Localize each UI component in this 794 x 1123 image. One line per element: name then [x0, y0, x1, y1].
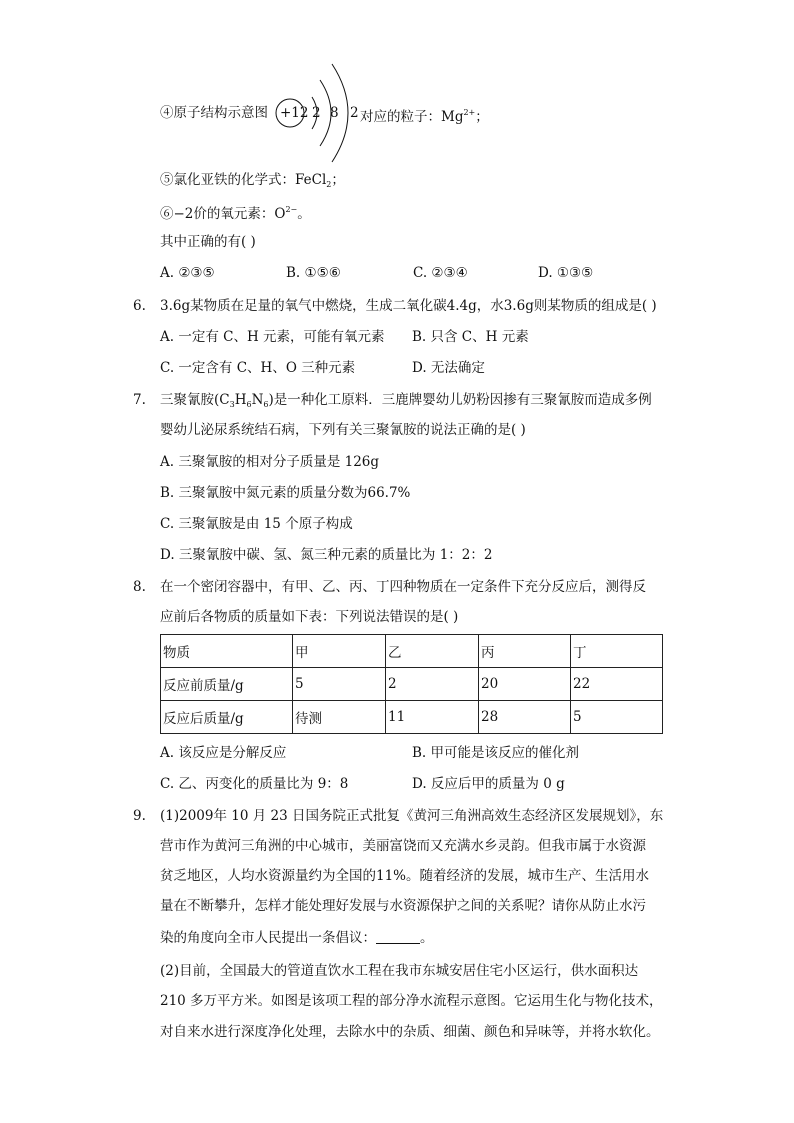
q9-p1-line1: (1)2009年 10 月 23 日国务院正式批复《黄河三角洲高效生态经济区发展规划》，东 [160, 808, 664, 824]
item-4-line [160, 103, 268, 123]
table-cell: 待测 [293, 701, 386, 734]
q9-p1-line5-text: 染的角度向全市人民提出一条倡议： [160, 930, 376, 946]
q6-option-b[interactable]: B. 只含 C、H 元素 [412, 329, 529, 345]
q7-stem-c: N [251, 392, 264, 408]
q7-option-d[interactable]: D. 三聚氰胺中碳、氢、氮三种元素的质量比为 1：2：2 [160, 547, 493, 563]
q7-option-a[interactable]: A. 三聚氰胺的相对分子质量是 126g [160, 454, 380, 470]
table-row [161, 668, 663, 701]
item-5-text: ⑤氯化亚铁的化学式：FeCl [160, 172, 327, 188]
table-cell: 2 [386, 668, 479, 701]
table-header-cell: 丙 [479, 635, 571, 668]
answer-blank[interactable] [376, 929, 420, 944]
q8-mass-table [160, 634, 663, 734]
q7-number: 7. [133, 392, 146, 408]
item-6-line [160, 200, 311, 224]
q8-option-a[interactable]: A. 该反应是分解反应 [160, 745, 287, 761]
item-5-sub: 2 [326, 180, 332, 189]
q7-option-c[interactable]: C. 三聚氰胺是由 15 个原子构成 [160, 516, 353, 532]
table-cell: 22 [571, 668, 663, 701]
q6-stem: 3.6g某物质在足量的氧气中燃烧，生成二氧化碳4.4g，水3.6g则某物质的组成是( ) [160, 298, 657, 314]
q9-p2-line3: 对自来水进行深度净化处理，去除水中的杂质、细菌、颜色和异味等，并将水软化。 [160, 1024, 660, 1040]
q7-stem-line2: 婴幼儿泌尿系统结石病，下列有关三聚氰胺的说法正确的是( ) [160, 422, 526, 438]
q8-stem-line2: 应前后各物质的质量如下表：下列说法错误的是( ) [160, 609, 459, 625]
q5-option-a[interactable]: A. ②③⑤ [160, 265, 215, 281]
q9-p2-line1: (2)目前，全国最大的管道直饮水工程在我市东城安居住宅小区运行，供水面积达 [160, 963, 639, 979]
q5-stem: 其中正确的有( ) [160, 234, 256, 250]
table-cell: 20 [479, 668, 571, 701]
table-header-cell: 丁 [571, 635, 663, 668]
q7-stem-line1 [160, 390, 652, 415]
table-row [161, 701, 663, 734]
shell-count-3: 2 [350, 105, 359, 121]
table-cell: 11 [386, 701, 479, 734]
q9-number: 9. [133, 808, 146, 824]
table-cell: 5 [571, 701, 663, 734]
item-4-suffix-end: ； [475, 109, 489, 125]
q6-option-d[interactable]: D. 无法确定 [412, 360, 485, 376]
q8-option-d[interactable]: D. 反应后甲的质量为 0 g [412, 776, 565, 792]
q5-option-b[interactable]: B. ①⑤⑥ [286, 265, 341, 281]
q9-p1-line5 [160, 928, 434, 948]
q8-number: 8. [133, 579, 146, 595]
q6-option-a[interactable]: A. 一定有 C、H 元素，可能有氧元素 [160, 329, 385, 345]
item-5-end: ； [331, 172, 345, 188]
nucleus-label: +12 [280, 105, 309, 121]
q9-p1-line3: 贫乏地区，人均水资源量约为全国的11%。随着经济的发展，城市生产、生活用水 [160, 868, 650, 884]
q8-option-c[interactable]: C. 乙、丙变化的质量比为 9：8 [160, 776, 349, 792]
item-6-text: ⑥−2价的氧元素：O [160, 206, 286, 222]
q7-sub-3: 6 [263, 400, 269, 409]
q7-sub-2: 6 [246, 400, 252, 409]
item-4-suffix [360, 103, 489, 127]
table-header-cell: 乙 [386, 635, 479, 668]
item-4-suffix-sup: 2+ [463, 108, 476, 117]
item-4-suffix-text: 对应的粒子：Mg [360, 109, 464, 125]
item-6-end: 。 [297, 206, 311, 222]
q9-p1-line2: 营市作为黄河三角洲的中心城市，美丽富饶而又充满水乡灵韵。但我市属于水资源 [160, 838, 646, 854]
q6-number: 6. [133, 298, 146, 314]
table-header-row [161, 635, 663, 668]
item-4-prefix: ④原子结构示意图 [160, 105, 268, 121]
q6-option-c[interactable]: C. 一定含有 C、H、O 三种元素 [160, 360, 356, 376]
q7-option-b[interactable]: B. 三聚氰胺中氮元素的质量分数为66.7% [160, 485, 411, 501]
shell-count-1: 2 [312, 105, 321, 121]
q8-option-b[interactable]: B. 甲可能是该反应的催化剂 [412, 745, 580, 761]
q9-p1-end: 。 [420, 930, 434, 946]
q7-stem-a: 三聚氰胺(C [160, 392, 230, 408]
q7-stem-b: H [234, 392, 247, 408]
q9-p1-line4: 量在不断攀升，怎样才能处理好发展与水资源保护之间的关系呢？请你从防止水污 [160, 898, 646, 914]
table-cell: 28 [479, 701, 571, 734]
table-cell: 反应前质量/g [161, 668, 293, 701]
table-cell: 反应后质量/g [161, 701, 293, 734]
table-header-cell: 甲 [293, 635, 386, 668]
q9-p2-line2: 210 多万平方米。如图是该项工程的部分净水流程示意图。它运用生化与物化技术， [160, 993, 663, 1009]
item-6-sup: 2− [285, 205, 298, 214]
shell-count-2: 8 [330, 105, 339, 121]
q7-sub-1: 3 [229, 400, 235, 409]
q8-stem-line1: 在一个密闭容器中，有甲、乙、丙、丁四种物质在一定条件下充分反应后，测得反 [160, 579, 646, 595]
table-cell: 5 [293, 668, 386, 701]
item-5-line [160, 170, 345, 195]
table-header-cell: 物质 [161, 635, 293, 668]
q5-option-c[interactable]: C. ②③④ [413, 265, 468, 281]
q7-stem-d: )是一种化工原料．三鹿牌婴幼儿奶粉因掺有三聚氰胺而造成多例 [268, 392, 652, 408]
q5-option-d[interactable]: D. ①③⑤ [538, 265, 594, 281]
